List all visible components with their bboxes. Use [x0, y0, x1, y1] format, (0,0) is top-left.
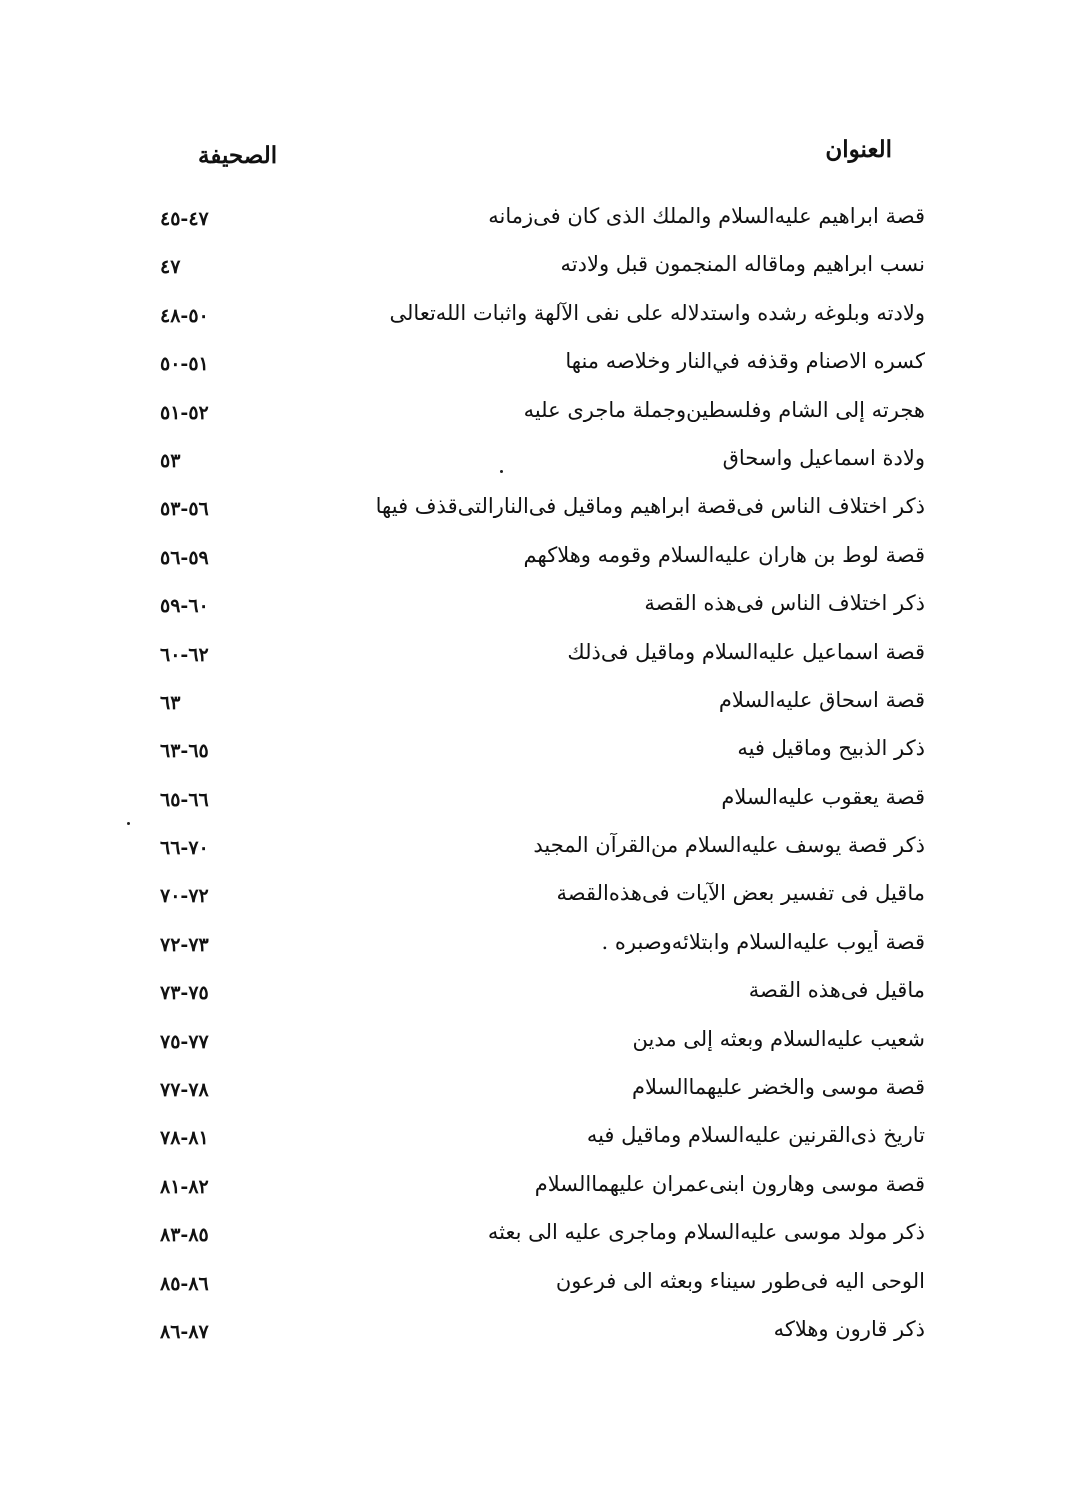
toc-entry-pages: ٧٣-٧٢: [160, 933, 209, 956]
toc-entry-pages: ٥١-٥٠: [160, 353, 209, 376]
toc-entry-title: قصة موسى والخضر عليهماالسلام: [632, 1075, 925, 1100]
toc-entry-pages: ٧٥-٧٣: [160, 982, 209, 1005]
toc-row: [150, 488, 925, 536]
toc-entry-title: قصة أيوب عليه‌السلام وابتلائه‌وصبره .: [601, 929, 925, 954]
toc-row: [150, 440, 925, 488]
toc-entry-pages: ٥٩-٥٦: [160, 546, 209, 569]
toc-row: [150, 972, 925, 1020]
toc-entry-title: هجرته إلى الشام وفلسطين‌وجملة ماجرى عليه: [523, 397, 925, 422]
toc-entry-title: قصة ابراهيم عليه‌السلام والملك الذى كان فى‌زمانه: [488, 204, 925, 228]
toc-entry-title: الوحى اليه فى‌طور سيناء وبعثه الى فرعون: [555, 1268, 925, 1293]
toc-entry-title: ذكر اختلاف الناس فى‌قصة ابراهيم وماقيل فى‌النارالتى‌قذف فيها: [375, 494, 925, 519]
toc-entry-pages: ٦٣: [160, 691, 181, 714]
toc-entry-title: ذكر الذبيح وماقيل فيه: [737, 736, 925, 761]
toc-entry-title: ماقيل فى تفسير بعض الآيات فى‌هذه‌القصة: [556, 881, 925, 906]
toc-entry-title: قصة يعقوب عليه‌السلام: [721, 784, 925, 809]
title-column-heading: العنوان: [825, 136, 892, 163]
toc-entry-title: كسره الاصنام وقذفه في‌النار وخلاصه منها: [565, 349, 925, 374]
toc-entry-title: ماقيل فى‌هذه القصة: [748, 978, 925, 1003]
toc-entry-title: تاريخ ذى‌القرنين عليه‌السلام وماقيل فيه: [586, 1123, 925, 1148]
toc-row: [150, 537, 925, 585]
toc-row: [150, 682, 925, 730]
toc-entry-pages: ٦٥-٦٣: [160, 740, 209, 763]
toc-entry-title: ولادة اسماعيل واسحاق: [722, 445, 925, 470]
toc-entry-title: نسب ابراهيم وماقاله المنجمون قبل ولادته: [560, 252, 925, 277]
toc-row: [150, 1117, 925, 1165]
toc-row: [150, 1311, 925, 1359]
toc-entry-pages: ٤٧-٤٥: [160, 208, 209, 230]
toc-entry-pages: ٥٣: [160, 449, 181, 472]
toc-entry-pages: ٧٠-٦٦: [160, 837, 209, 860]
toc-entry-pages: ٥٢-٥١: [160, 401, 209, 424]
toc-row: [150, 730, 925, 778]
scan-speck: [127, 822, 130, 825]
toc-entry-pages: ٤٧: [160, 256, 181, 279]
toc-row: [150, 1263, 925, 1311]
toc-row: [150, 585, 925, 633]
toc-row: [150, 246, 925, 294]
toc-row: [150, 779, 925, 827]
toc-entry-title: قصة موسى وهارون ابنى‌عمران عليهماالسلام: [534, 1171, 925, 1196]
toc-entry-pages: ٧٨-٧٧: [160, 1079, 209, 1102]
toc-row: [150, 1166, 925, 1214]
toc-entry-pages: ٦٠-٥٩: [160, 595, 209, 618]
toc-row: [150, 1069, 925, 1117]
table-of-contents: [150, 198, 925, 1359]
toc-entry-pages: ٨١-٧٨: [160, 1127, 209, 1150]
toc-entry-pages: ٨٧-٨٦: [160, 1320, 209, 1343]
toc-row: [150, 827, 925, 875]
toc-entry-pages: ٨٥-٨٣: [160, 1224, 209, 1247]
toc-row: [150, 295, 925, 343]
toc-entry-pages: ٧٢-٧٠: [160, 885, 209, 908]
toc-row: [150, 924, 925, 972]
scan-speck: [500, 470, 503, 473]
toc-row: [150, 634, 925, 682]
toc-row: [150, 343, 925, 391]
toc-entry-title: قصة اسماعيل عليه‌السلام وماقيل فى‌ذلك: [567, 639, 925, 664]
toc-entry-title: شعيب عليه‌السلام وبعثه إلى مدين: [632, 1026, 925, 1051]
toc-entry-pages: ٥٠-٤٨: [160, 304, 209, 327]
toc-entry-pages: ٧٧-٧٥: [160, 1030, 209, 1053]
toc-row: [150, 1214, 925, 1262]
toc-row: [150, 198, 925, 246]
toc-entry-title: ذكر مولد موسى عليه‌السلام وماجرى عليه الى بعثه: [487, 1220, 925, 1245]
toc-entry-pages: ٦٦-٦٥: [160, 788, 209, 811]
page-column-heading: الصحيفة: [198, 142, 278, 169]
toc-entry-title: ولادته وبلوغه رشده واستدلاله على نفى الآلهة واثبات الله‌تعالى: [389, 300, 925, 325]
toc-row: [150, 875, 925, 923]
toc-entry-pages: ٥٦-٥٣: [160, 498, 209, 521]
toc-entry-title: ذكر قصة يوسف عليه‌السلام من‌القرآن المجيد: [533, 833, 925, 858]
toc-entry-pages: ٨٢-٨١: [160, 1175, 209, 1198]
toc-header: [150, 136, 910, 176]
toc-row: [150, 392, 925, 440]
toc-entry-title: ذكر قارون وهلاكه: [773, 1316, 925, 1341]
toc-entry-title: قصة لوط بن هاران عليه‌السلام وقومه وهلاكهم: [523, 542, 925, 567]
toc-entry-title: قصة اسحاق عليه‌السلام: [718, 687, 925, 712]
toc-entry-title: ذكر اختلاف الناس فى‌هذه القصة: [644, 591, 925, 616]
toc-entry-pages: ٨٦-٨٥: [160, 1272, 209, 1295]
toc-entry-pages: ٦٢-٦٠: [160, 643, 209, 666]
toc-row: [150, 1021, 925, 1069]
